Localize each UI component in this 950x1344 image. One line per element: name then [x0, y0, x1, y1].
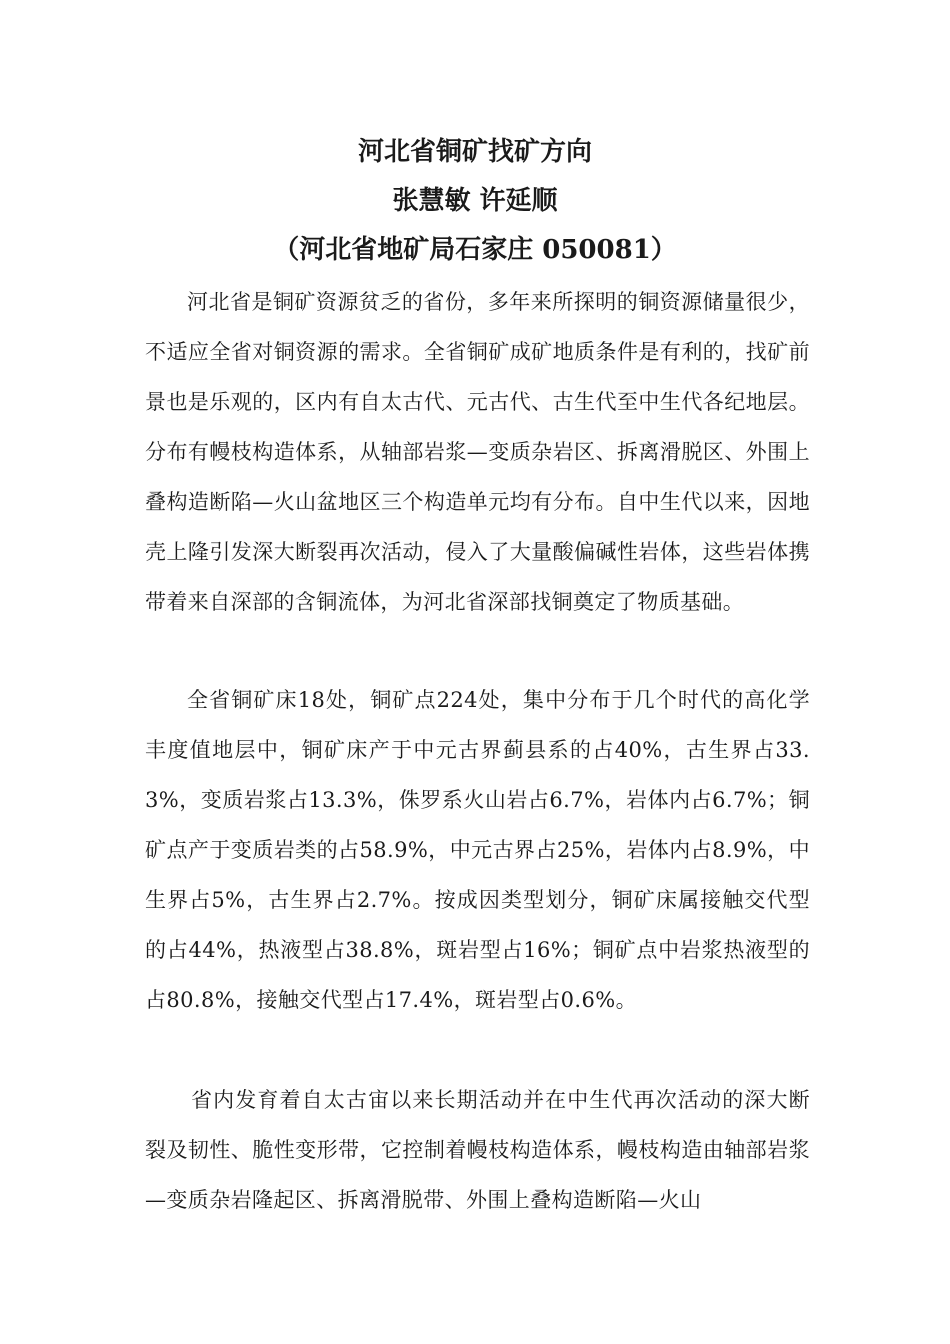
body-paragraph-2: 全省铜矿床18处，铜矿点224处，集中分布于几个时代的高化学丰度值地层中，铜矿床产于中元古界蓟县系的占40%，古生界占33.3%，变质岩浆占13.3%，侏罗系火山岩占6.7%，岩体内占6.7%；铜矿点产于变质岩类的占58.9%，中元古界占25%，岩体内占8.9%，中生界占5%，古生界占2.7%。按成因类型划分，铜矿床属接触交代型的占44%，热液型占38.8%，斑岩型占16%；铜矿点中岩浆热液型的占80.8%，接触交代型占17.4%，斑岩型占0.6%。	[145, 688, 810, 1012]
body-paragraph-3: 省内发育着自太古宙以来长期活动并在中生代再次活动的深大断裂及韧性、脆性变形带，它控制着幔枝构造体系，幔枝构造由轴部岩浆—变质杂岩隆起区、拆离滑脱带、外围上叠构造断陷—火山	[145, 1088, 810, 1212]
body-paragraph-1: 河北省是铜矿资源贫乏的省份，多年来所探明的铜资源储量很少，不适应全省对铜资源的需求。全省铜矿成矿地质条件是有利的，找矿前景也是乐观的，区内有自太古代、元古代、古生代至中生代各纪地层。分布有幔枝构造体系，从轴部岩浆—变质杂岩区、拆离滑脱区、外围上叠构造断陷—火山盆地区三个构造单元均有分布。自中生代以来，因地壳上隆引发深大断裂再次活动，侵入了大量酸偏碱性岩体，这些岩体携带着来自深部的含铜流体，为河北省深部找铜奠定了物质基础。	[145, 290, 810, 614]
document-authors: 张慧敏 许延顺	[392, 186, 558, 216]
document-affiliation: （河北省地矿局石家庄 050081）	[273, 235, 677, 265]
document-title: 河北省铜矿找矿方向	[357, 137, 592, 167]
